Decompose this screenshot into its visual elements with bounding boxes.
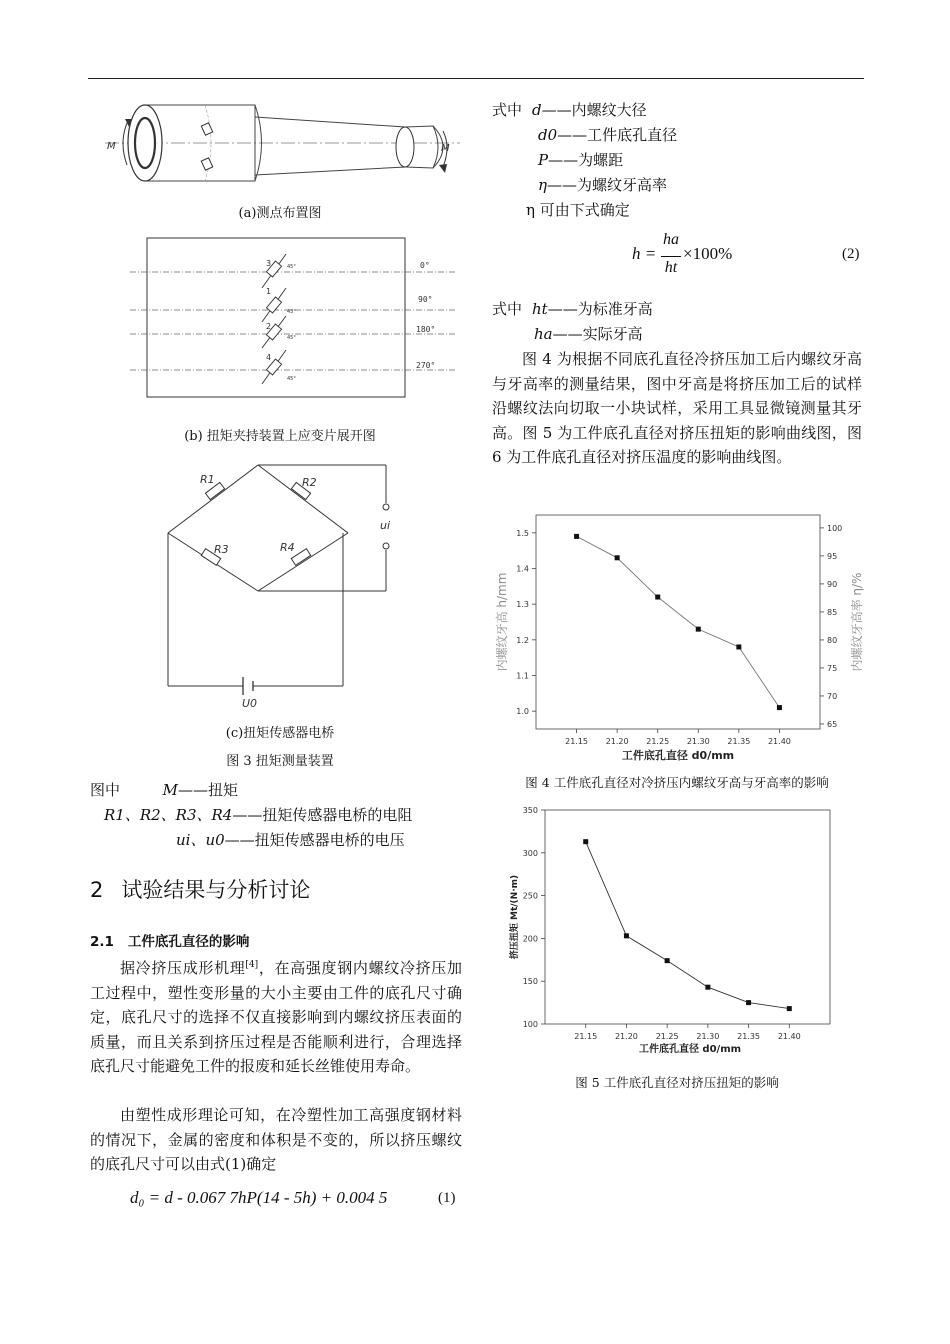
x-tick-label: 21.25 (646, 737, 670, 746)
data-point (655, 595, 660, 600)
equation-2-number: (2) (842, 246, 860, 262)
legend-row (104, 803, 412, 828)
legend-dash: —— (224, 831, 255, 849)
fig3b-caption: (b) 扭矩夹持装置上应变片展开图 (184, 429, 376, 444)
fig3b-gauge-layout (100, 232, 470, 427)
y-tick-label: 350 (522, 806, 538, 815)
y2-tick-label: 65 (827, 719, 838, 729)
fig4-plot-frame (536, 515, 820, 729)
where1-row (538, 123, 677, 148)
where-dash: —— (548, 151, 579, 169)
legend-row (176, 828, 405, 853)
fig5-chart (500, 800, 845, 1062)
y-tick-label: 1.1 (516, 671, 529, 681)
where-desc: 实际牙高 (582, 325, 643, 343)
where-symbol: d0 (538, 126, 558, 144)
equation-1-number: (1) (438, 1190, 456, 1206)
y2-tick-label: 90 (827, 579, 838, 589)
x-tick-label: 21.30 (696, 1032, 720, 1041)
gauge-angle-label: 45° (287, 264, 296, 270)
where1-row (492, 98, 647, 123)
header-rule (88, 78, 864, 79)
y-tick-label: 1.2 (516, 635, 529, 645)
x-tick-label: 21.35 (737, 1032, 761, 1041)
where1-row (538, 148, 623, 173)
y-tick-label: 100 (522, 1020, 538, 1029)
para3-text: 图 4 为根据不同底孔直径冷挤压加工后内螺纹牙高与牙高率的测量结果，图中牙高是将挤压加工后的试样沿螺纹法向切取一小块试样，采用工具显微镜测量其牙高。图 5 为工件底孔直径对挤压扭矩的影响曲线图，图 6 为工件底孔直径对挤压温度的影响曲线图。 (492, 350, 862, 466)
where-desc: 内螺纹大径 (571, 101, 647, 119)
where-symbol: η (538, 176, 547, 194)
series-line (586, 842, 790, 1009)
where-symbol: P (538, 151, 549, 169)
bridge-label-r2: R2 (302, 476, 317, 489)
y2-tick-label: 95 (827, 551, 838, 561)
data-point (583, 839, 588, 844)
paragraph-2 (90, 1103, 462, 1177)
where-dash: —— (541, 101, 572, 119)
bridge-label-r1: R1 (200, 473, 215, 486)
where-dash: —— (552, 325, 583, 343)
subsection-number: 2.1 (90, 934, 114, 950)
legend-row (90, 778, 370, 803)
x-tick-label: 21.20 (605, 737, 629, 746)
equation-2-numerator: ha (663, 231, 679, 248)
fig3c-bridge-circuit (150, 455, 410, 720)
y2-tick-label: 75 (827, 663, 838, 673)
bridge-label-r4: R4 (280, 541, 295, 554)
where2-row (492, 297, 653, 322)
gauge-number-2: 2 (266, 322, 272, 331)
data-point (746, 1000, 751, 1005)
fig3a-caption: (a)测点布置图 (238, 206, 322, 221)
para1-text-a: 据冷挤压成形机理 (120, 959, 246, 977)
equation-2-lhs: h = (632, 244, 657, 263)
y-tick-label: 200 (522, 934, 538, 944)
legend-lead: 图中 (90, 781, 121, 799)
angle-label-180: 180° (416, 325, 436, 334)
x-tick-label: 21.30 (686, 737, 710, 746)
y2-tick-label: 85 (827, 607, 838, 617)
section-number: 2 (90, 878, 104, 902)
where-desc: 为螺纹牙高率 (577, 176, 668, 194)
gauge-number-1: 1 (266, 287, 272, 296)
equation-2-tail: ×100% (683, 244, 733, 263)
where-dash: —— (557, 126, 588, 144)
bridge-label-ui: ui (380, 519, 391, 532)
where-dash: —— (547, 300, 578, 318)
fig5-caption: 图 5 工件底孔直径对挤压扭矩的影响 (575, 1075, 779, 1090)
angle-label-90: 90° (418, 295, 433, 304)
section-heading (90, 874, 310, 904)
angle-label-0: 0° (420, 261, 430, 270)
y-tick-label: 300 (522, 848, 538, 858)
y2-tick-label: 100 (827, 523, 843, 533)
moment-label-right: M (441, 143, 450, 154)
x-tick-label: 21.40 (767, 737, 791, 746)
y2-tick-label: 70 (827, 691, 838, 701)
gauge-angle-label: 45° (287, 376, 296, 382)
fig3a-shaft-drawing (105, 95, 465, 205)
legend-dash: —— (177, 781, 208, 799)
y2-tick-label: 80 (827, 635, 838, 645)
para1-text-b: ，在高强度钢内螺纹冷挤压加工过程中，塑性变形量的大小主要由工件的底孔尺寸确定，底孔尺寸的选择不仅直接影响到内螺纹挤压表面的质量，而且关系到挤压过程是否能顺利进行，合理选择底孔尺寸能避免工件的报废和延长丝锥使用寿命。 (90, 959, 462, 1075)
fig4-caption: 图 4 工件底孔直径对冷挤压内螺纹牙高与牙高率的影响 (525, 775, 829, 790)
x-tick-label: 21.35 (727, 737, 751, 746)
y-tick-label: 1.4 (516, 564, 529, 574)
fig5-y-axis-label: 挤压扭矩 Mt/(N·m) (510, 874, 520, 960)
legend-desc: 扭矩传感器电桥的电阻 (262, 806, 413, 824)
fig4-y-axis-label: 内螺纹牙高 h/mm (495, 572, 509, 672)
legend-dash: —— (232, 806, 263, 824)
where-symbol: ha (534, 325, 553, 343)
where-desc: 为螺距 (578, 151, 624, 169)
x-tick-label: 21.20 (614, 1032, 638, 1041)
fraction-bar (661, 256, 681, 257)
equation-2-denominator: ht (664, 259, 678, 276)
fig3-title: 图 3 扭矩测量装置 (226, 754, 334, 769)
where-dash: —— (547, 176, 577, 194)
bridge-label-u0: U0 (242, 697, 258, 710)
where1-after: η 可由下式确定 (526, 201, 630, 219)
data-point (787, 1006, 792, 1011)
data-point (615, 555, 620, 560)
data-point (624, 933, 629, 938)
moment-label-left: M (107, 141, 116, 152)
data-point (777, 705, 782, 710)
legend-symbol: ui、u0 (176, 831, 225, 849)
x-tick-label: 21.15 (574, 1032, 598, 1041)
data-point (696, 627, 701, 632)
x-tick-label: 21.15 (565, 737, 589, 746)
data-point (574, 534, 579, 539)
y-tick-label: 150 (522, 977, 538, 987)
bridge-label-r3: R3 (214, 543, 229, 556)
legend-symbol: R1、R2、R3、R4 (104, 806, 233, 824)
angle-label-270: 270° (416, 361, 436, 370)
fig4-x-axis-label: 工件底孔直径 d0/mm (621, 749, 735, 762)
y-tick-label: 1.0 (516, 707, 529, 717)
gauge-angle-label: 45° (287, 309, 296, 315)
subsection-title: 工件底孔直径的影响 (127, 934, 250, 950)
section-title: 试验结果与分析讨论 (121, 878, 311, 902)
gauge-number-3: 3 (266, 259, 272, 268)
legend-desc: 扭矩传感器电桥的电压 (254, 831, 405, 849)
y-tick-label: 1.5 (516, 528, 529, 538)
paragraph-1 (90, 953, 462, 1079)
where-lead: 式中 (492, 101, 523, 119)
fig4-y2-axis-label: 内螺纹牙高率 η/% (850, 572, 864, 672)
x-tick-label: 21.40 (777, 1032, 801, 1041)
legend-desc: 扭矩 (207, 781, 238, 799)
citation: [4] (245, 960, 259, 970)
legend-symbol: M (162, 781, 178, 799)
equation-1: d₀ = d - 0.067 7hP(14 - 5h) + 0.004 5 (130, 1188, 388, 1207)
series-line (577, 536, 780, 707)
data-point (665, 958, 670, 963)
para2-text: 由塑性成形理论可知，在冷塑性加工高强度钢材料的情况下，金属的密度和体积是不变的，所以挤压螺纹的底孔尺寸可以由式(1)确定 (90, 1106, 462, 1173)
where-desc: 为标准牙高 (577, 300, 653, 318)
where-lead: 式中 (492, 300, 523, 318)
x-tick-label: 21.25 (655, 1032, 679, 1041)
where-symbol: ht (532, 300, 548, 318)
where-symbol: d (532, 101, 542, 119)
fig4-chart (492, 505, 872, 767)
where-desc: 工件底孔直径 (587, 126, 678, 144)
where2-row (534, 322, 643, 347)
gauge-angle-label: 45° (287, 335, 296, 341)
y-tick-label: 1.3 (516, 600, 529, 610)
data-point (736, 644, 741, 649)
subsection-heading (90, 930, 249, 950)
data-point (705, 985, 710, 990)
where1-row (538, 173, 667, 198)
gauge-number-4: 4 (266, 353, 272, 362)
fig3c-caption: (c)扭矩传感器电桥 (225, 726, 335, 741)
fig5-x-axis-label: 工件底孔直径 d0/mm (638, 1044, 742, 1055)
y-tick-label: 250 (522, 891, 538, 901)
paragraph-3 (492, 347, 862, 470)
